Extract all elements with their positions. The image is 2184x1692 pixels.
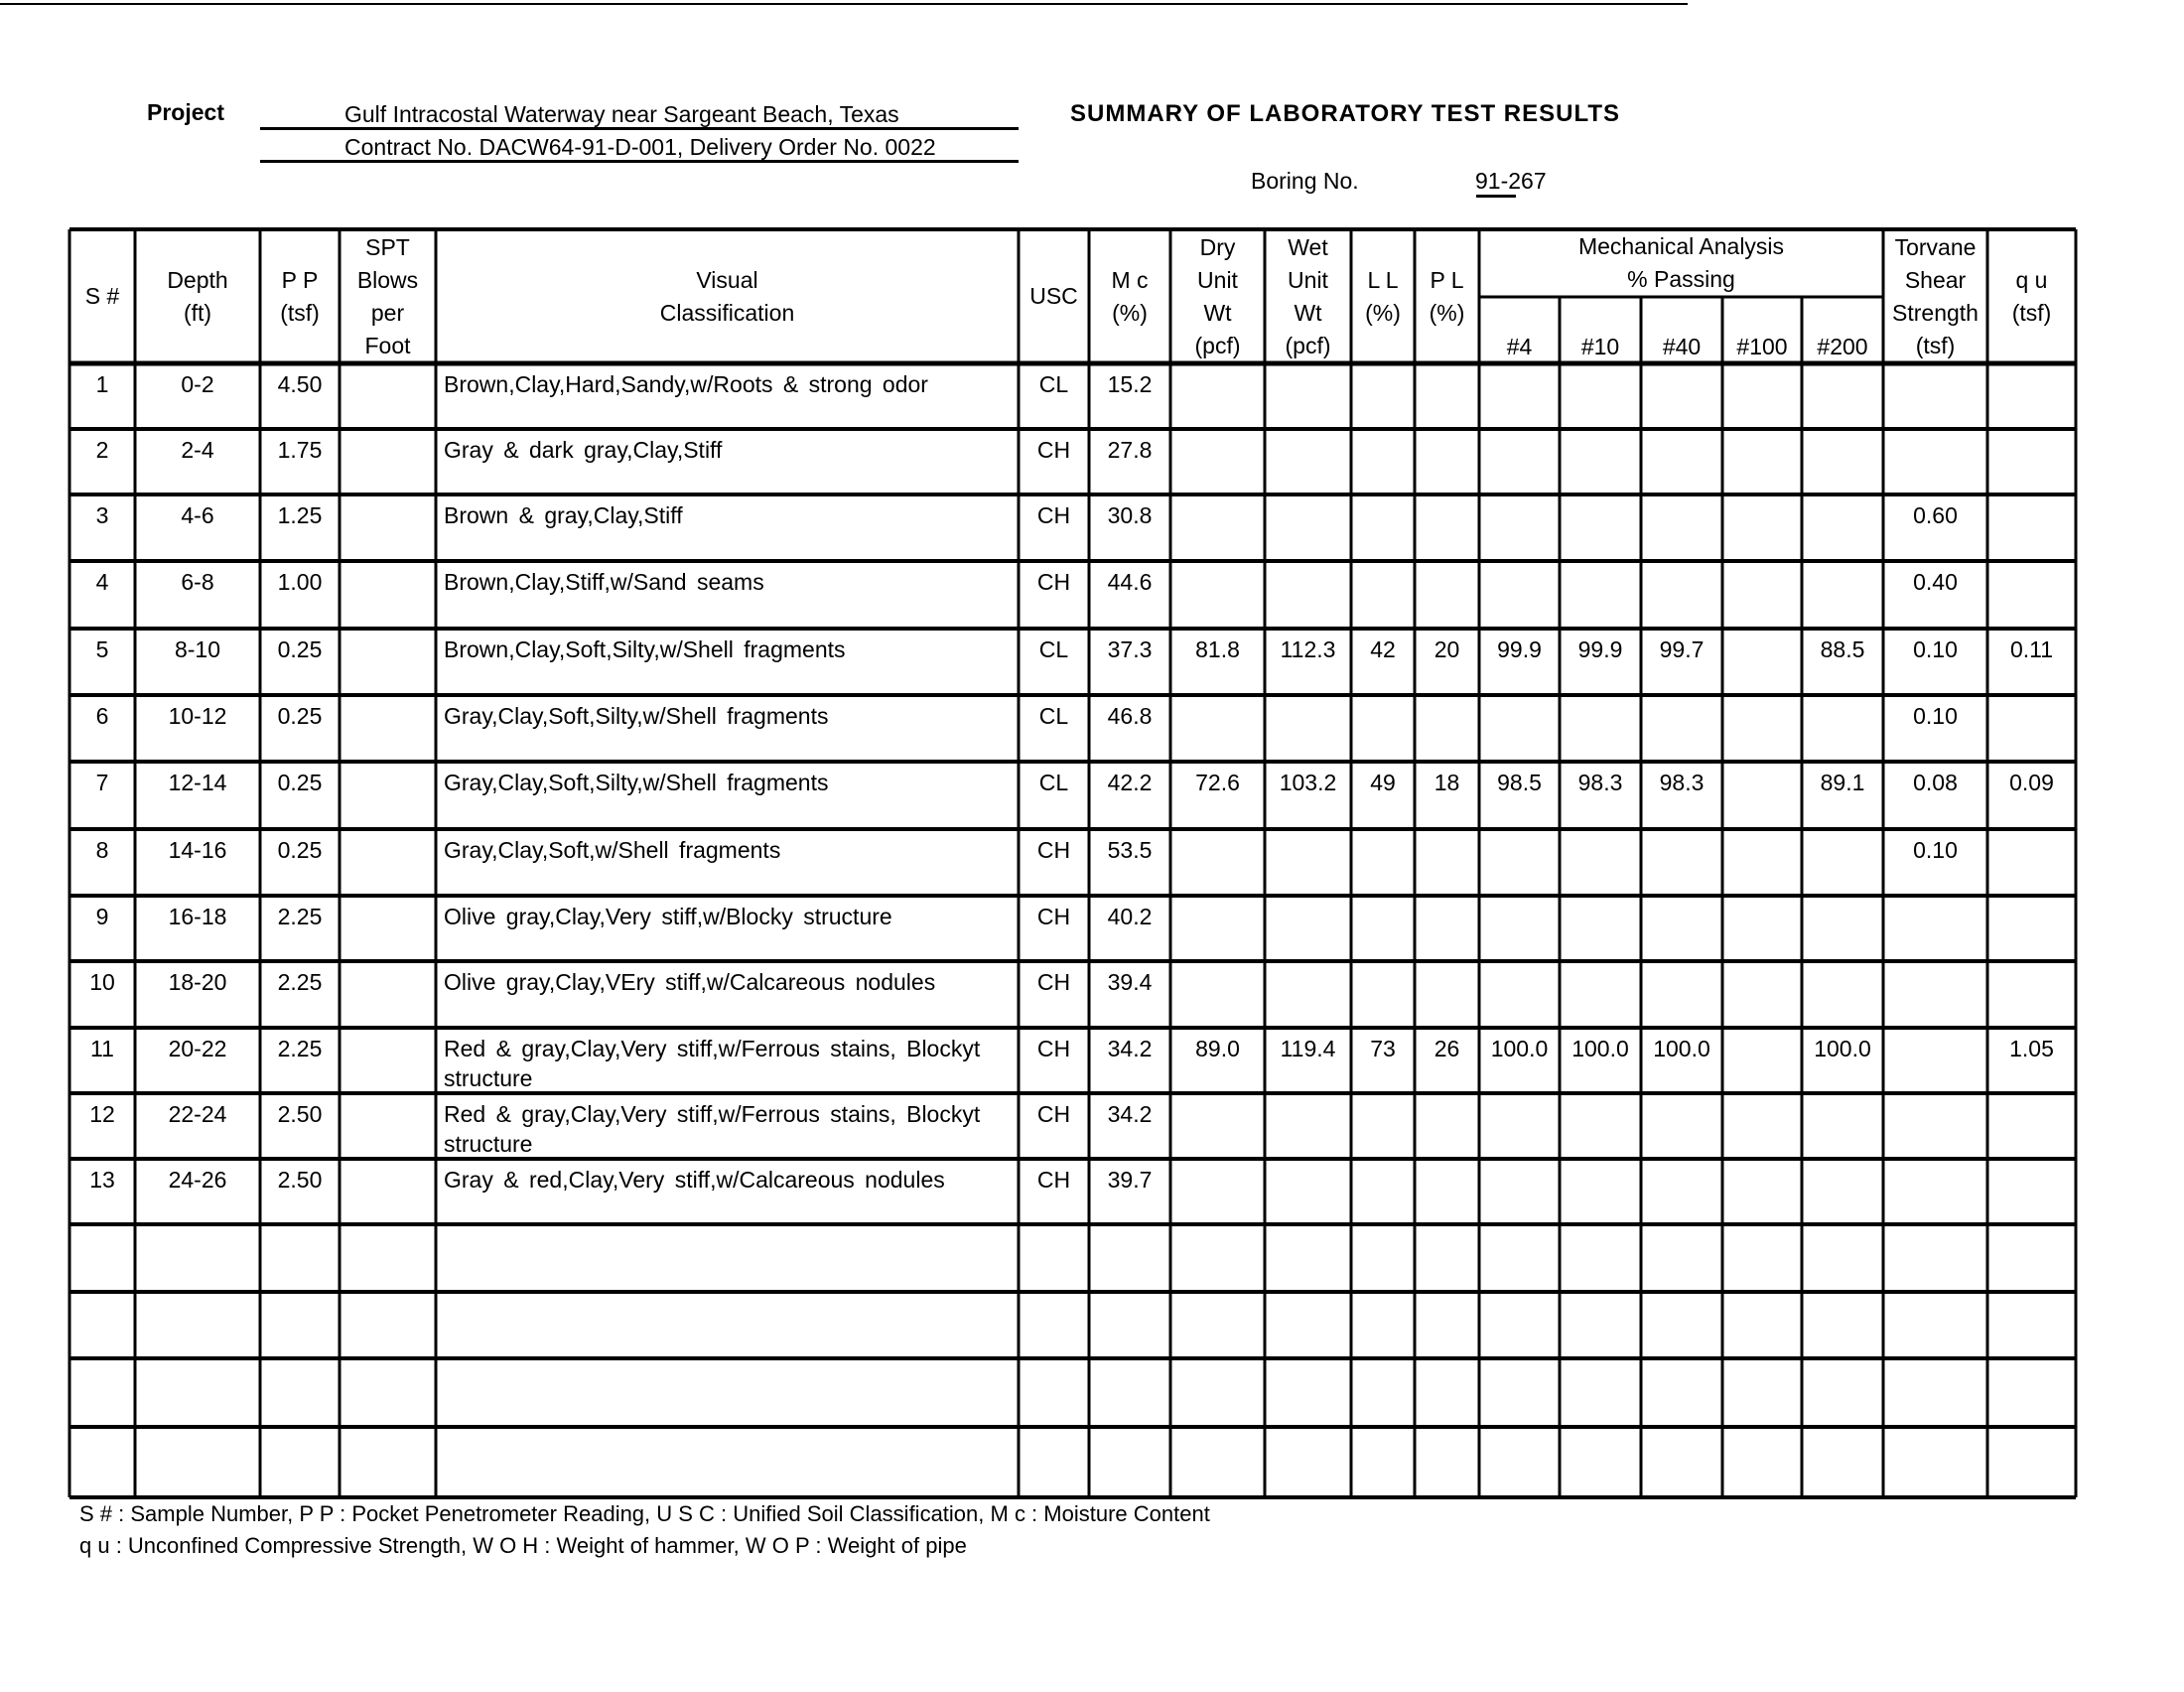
column-header-desc (436, 229, 1019, 363)
column-header-line: Wt (1294, 299, 1322, 326)
column-header-ll (1351, 229, 1415, 363)
column-header-pl (1415, 229, 1479, 363)
cell-qu: 0.09 (2009, 770, 2054, 795)
cell-ll: 42 (1370, 636, 1396, 662)
column-header-line: per (370, 299, 405, 326)
cell-s: 8 (95, 837, 109, 863)
column-header-line: Foot (364, 332, 411, 358)
cell-pl: 18 (1433, 770, 1460, 795)
column-header-line: P P (281, 266, 319, 293)
cell-desc: Gray & red,Clay,Very stiff,w/Calcareous nodules (444, 1167, 945, 1193)
column-header-usc (1019, 229, 1089, 363)
cell-depth: 16-18 (168, 904, 227, 929)
cell-desc: Gray,Clay,Soft,Silty,w/Shell fragments (444, 703, 829, 729)
column-header-mc (1089, 229, 1170, 363)
cell-ll: 73 (1370, 1036, 1396, 1061)
cell-depth: 18-20 (168, 969, 227, 995)
contract-number: Contract No. DACW64-91-D-001, Delivery Order No. 0022 (344, 134, 936, 160)
column-header-line: (pcf) (1285, 332, 1331, 358)
group-header-mechanical-analysis (1479, 229, 1883, 297)
column-header-line: (%) (1365, 299, 1401, 326)
cell-s: 13 (89, 1167, 115, 1193)
cell-desc: Gray,Clay,Soft,Silty,w/Shell fragments (444, 770, 829, 795)
cell-n10: 98.3 (1577, 770, 1623, 795)
column-header-line: Blows (356, 266, 419, 293)
column-header-line: Unit (1197, 266, 1238, 293)
cell-depth: 22-24 (168, 1101, 227, 1127)
column-header-pp (260, 229, 340, 363)
cell-s: 10 (89, 969, 115, 995)
cell-pp: 2.25 (277, 904, 323, 929)
cell-n200: 100.0 (1814, 1036, 1871, 1061)
cell-s: 6 (95, 703, 109, 729)
column-header-line: #10 (1580, 334, 1620, 359)
cell-s: 2 (95, 437, 109, 463)
cell-mc: 34.2 (1107, 1036, 1153, 1061)
column-header-line: M c (1111, 266, 1149, 293)
cell-pp: 0.25 (277, 636, 323, 662)
column-header-n4 (1479, 297, 1560, 363)
cell-pp: 2.50 (277, 1101, 323, 1127)
cell-torvane: 0.08 (1913, 770, 1958, 795)
cell-torvane: 0.40 (1913, 569, 1958, 595)
cell-mc: 39.4 (1107, 969, 1153, 995)
column-header-n200 (1802, 297, 1883, 363)
cell-s: 7 (95, 770, 109, 795)
column-header-line: #40 (1662, 334, 1702, 359)
cell-mc: 46.8 (1107, 703, 1153, 729)
column-header-line: Wet (1288, 233, 1328, 260)
cell-wet: 103.2 (1279, 770, 1337, 795)
cell-desc: Red & gray,Clay,Very stiff,w/Ferrous stains, Blockyt structure (444, 1101, 981, 1157)
cell-dry: 72.6 (1195, 770, 1240, 795)
cell-mc: 39.7 (1107, 1167, 1153, 1193)
legend-line-2: q u : Unconfined Compressive Strength, W O H : Weight of hammer, W O P : Weight of pipe (79, 1533, 967, 1558)
cell-torvane: 0.10 (1913, 703, 1958, 729)
cell-depth: 24-26 (168, 1167, 227, 1193)
cell-n200: 89.1 (1820, 770, 1865, 795)
page-title: SUMMARY OF LABORATORY TEST RESULTS (1070, 100, 1621, 127)
legend-line-1: S # : Sample Number, P P : Pocket Penetrometer Reading, U S C : Unified Soil Classification, M c : Moisture Content (79, 1501, 1210, 1526)
column-header-wet (1265, 229, 1351, 363)
column-header-line: (tsf) (2011, 299, 2052, 326)
column-header-torvane (1883, 229, 1987, 363)
cell-n40: 99.7 (1659, 636, 1705, 662)
column-header-line: L L (1367, 266, 1399, 293)
cell-n10: 100.0 (1571, 1036, 1629, 1061)
cell-desc: Gray,Clay,Soft,w/Shell fragments (444, 837, 781, 863)
cell-qu: 1.05 (2009, 1036, 2054, 1061)
boring-number: 91-267 (1475, 168, 1547, 194)
cell-mc: 42.2 (1107, 770, 1153, 795)
column-header-line: SPT (365, 233, 410, 260)
column-header-line: #100 (1736, 334, 1788, 359)
cell-desc: Brown,Clay,Soft,Silty,w/Shell fragments (444, 636, 846, 662)
column-header-line: #4 (1506, 334, 1533, 359)
column-header-spt (340, 229, 436, 363)
cell-n40: 100.0 (1653, 1036, 1710, 1061)
column-header-line: P L (1430, 266, 1464, 293)
column-header-line: (%) (1429, 299, 1465, 326)
project-label: Project (147, 99, 224, 125)
cell-s: 12 (89, 1101, 115, 1127)
cell-pp: 2.25 (277, 1036, 323, 1061)
cell-depth: 0-2 (181, 371, 214, 397)
group-header-line: % Passing (1627, 266, 1735, 292)
cell-usc: CH (1036, 1167, 1071, 1193)
cell-pp: 0.25 (277, 703, 323, 729)
column-header-line: Classification (659, 299, 795, 326)
column-header-line: q u (2015, 266, 2048, 293)
column-header-line: (pcf) (1194, 332, 1241, 358)
cell-desc: Gray & dark gray,Clay,Stiff (444, 437, 723, 463)
column-header-line: Shear (1904, 266, 1967, 293)
column-header-dry (1170, 229, 1265, 363)
cell-desc: Brown,Clay,Stiff,w/Sand seams (444, 569, 764, 595)
cell-n4: 98.5 (1497, 770, 1542, 795)
cell-usc: CL (1038, 770, 1069, 795)
cell-usc: CH (1036, 969, 1071, 995)
cell-mc: 37.3 (1107, 636, 1153, 662)
column-header-line: Wt (1203, 299, 1232, 326)
cell-s: 5 (95, 636, 109, 662)
column-header-line: Visual (696, 266, 758, 293)
column-header-s (69, 229, 135, 363)
cell-pp: 2.25 (277, 969, 323, 995)
cell-torvane: 0.10 (1913, 636, 1958, 662)
cell-depth: 14-16 (168, 837, 227, 863)
cell-n4: 100.0 (1490, 1036, 1549, 1061)
cell-usc: CH (1036, 1101, 1071, 1127)
cell-pp: 1.00 (277, 569, 323, 595)
cell-usc: CH (1036, 1036, 1071, 1061)
cell-s: 1 (95, 371, 109, 397)
group-header-line: Mechanical Analysis (1577, 233, 1785, 259)
cell-mc: 34.2 (1107, 1101, 1153, 1127)
column-header-line: Dry (1199, 233, 1236, 260)
cell-depth: 12-14 (168, 770, 227, 795)
cell-depth: 10-12 (168, 703, 227, 729)
column-header-line: USC (1029, 283, 1078, 309)
cell-pl: 26 (1433, 1036, 1460, 1061)
column-header-line: Depth (167, 266, 228, 293)
cell-pp: 1.75 (277, 437, 323, 463)
cell-usc: CL (1038, 636, 1069, 662)
column-header-line: S # (84, 283, 120, 309)
cell-mc: 40.2 (1107, 904, 1153, 929)
cell-usc: CL (1038, 703, 1069, 729)
cell-torvane: 0.10 (1913, 837, 1958, 863)
cell-usc: CH (1036, 904, 1071, 929)
cell-pl: 20 (1433, 636, 1460, 662)
cell-mc: 27.8 (1107, 437, 1153, 463)
cell-depth: 8-10 (174, 636, 221, 662)
project-name: Gulf Intracostal Waterway near Sargeant Beach, Texas (344, 101, 899, 127)
column-header-line: (tsf) (280, 299, 320, 326)
cell-dry: 81.8 (1195, 636, 1240, 662)
cell-mc: 44.6 (1107, 569, 1153, 595)
cell-pp: 0.25 (277, 770, 323, 795)
column-header-line: #200 (1817, 334, 1868, 359)
column-header-line: (tsf) (1915, 332, 1956, 358)
cell-depth: 4-6 (181, 502, 214, 528)
cell-pp: 4.50 (277, 371, 323, 397)
cell-usc: CL (1038, 371, 1069, 397)
column-header-qu (1987, 229, 2076, 363)
cell-n10: 99.9 (1577, 636, 1623, 662)
cell-n4: 99.9 (1497, 636, 1542, 662)
cell-desc: Olive gray,Clay,VEry stiff,w/Calcareous nodules (444, 969, 936, 995)
cell-s: 9 (95, 904, 109, 929)
cell-desc: Brown,Clay,Hard,Sandy,w/Roots & strong odor (444, 371, 928, 397)
cell-qu: 0.11 (2009, 636, 2054, 662)
cell-wet: 119.4 (1280, 1036, 1336, 1061)
column-header-n40 (1641, 297, 1722, 363)
column-header-line: Torvane (1894, 233, 1977, 260)
cell-depth: 6-8 (181, 569, 214, 595)
cell-usc: CH (1036, 569, 1071, 595)
cell-s: 11 (90, 1036, 114, 1061)
cell-usc: CH (1036, 502, 1071, 528)
boring-label: Boring No. (1251, 168, 1359, 194)
column-header-line: (ft) (183, 299, 212, 326)
cell-pp: 1.25 (277, 502, 323, 528)
column-header-line: (%) (1112, 299, 1148, 326)
column-header-line: Unit (1288, 266, 1328, 293)
column-header-n100 (1722, 297, 1802, 363)
cell-usc: CH (1036, 437, 1071, 463)
column-header-n10 (1560, 297, 1641, 363)
cell-s: 3 (95, 502, 109, 528)
column-header-line: Strength (1892, 299, 1979, 326)
cell-desc: Olive gray,Clay,Very stiff,w/Blocky structure (444, 904, 892, 929)
cell-mc: 15.2 (1107, 371, 1153, 397)
cell-n200: 88.5 (1820, 636, 1865, 662)
cell-n40: 98.3 (1659, 770, 1705, 795)
cell-mc: 53.5 (1107, 837, 1153, 863)
column-header-depth (135, 229, 260, 363)
cell-usc: CH (1036, 837, 1071, 863)
cell-torvane: 0.60 (1913, 502, 1958, 528)
cell-pp: 0.25 (277, 837, 323, 863)
cell-mc: 30.8 (1107, 502, 1153, 528)
cell-depth: 20-22 (168, 1036, 227, 1061)
cell-dry: 89.0 (1195, 1036, 1240, 1061)
cell-ll: 49 (1370, 770, 1396, 795)
cell-s: 4 (95, 569, 109, 595)
cell-depth: 2-4 (181, 437, 214, 463)
cell-pp: 2.50 (277, 1167, 323, 1193)
cell-desc: Brown & gray,Clay,Stiff (444, 502, 683, 528)
cell-wet: 112.3 (1280, 636, 1336, 662)
cell-desc: Red & gray,Clay,Very stiff,w/Ferrous stains, Blockyt structure (444, 1036, 981, 1091)
